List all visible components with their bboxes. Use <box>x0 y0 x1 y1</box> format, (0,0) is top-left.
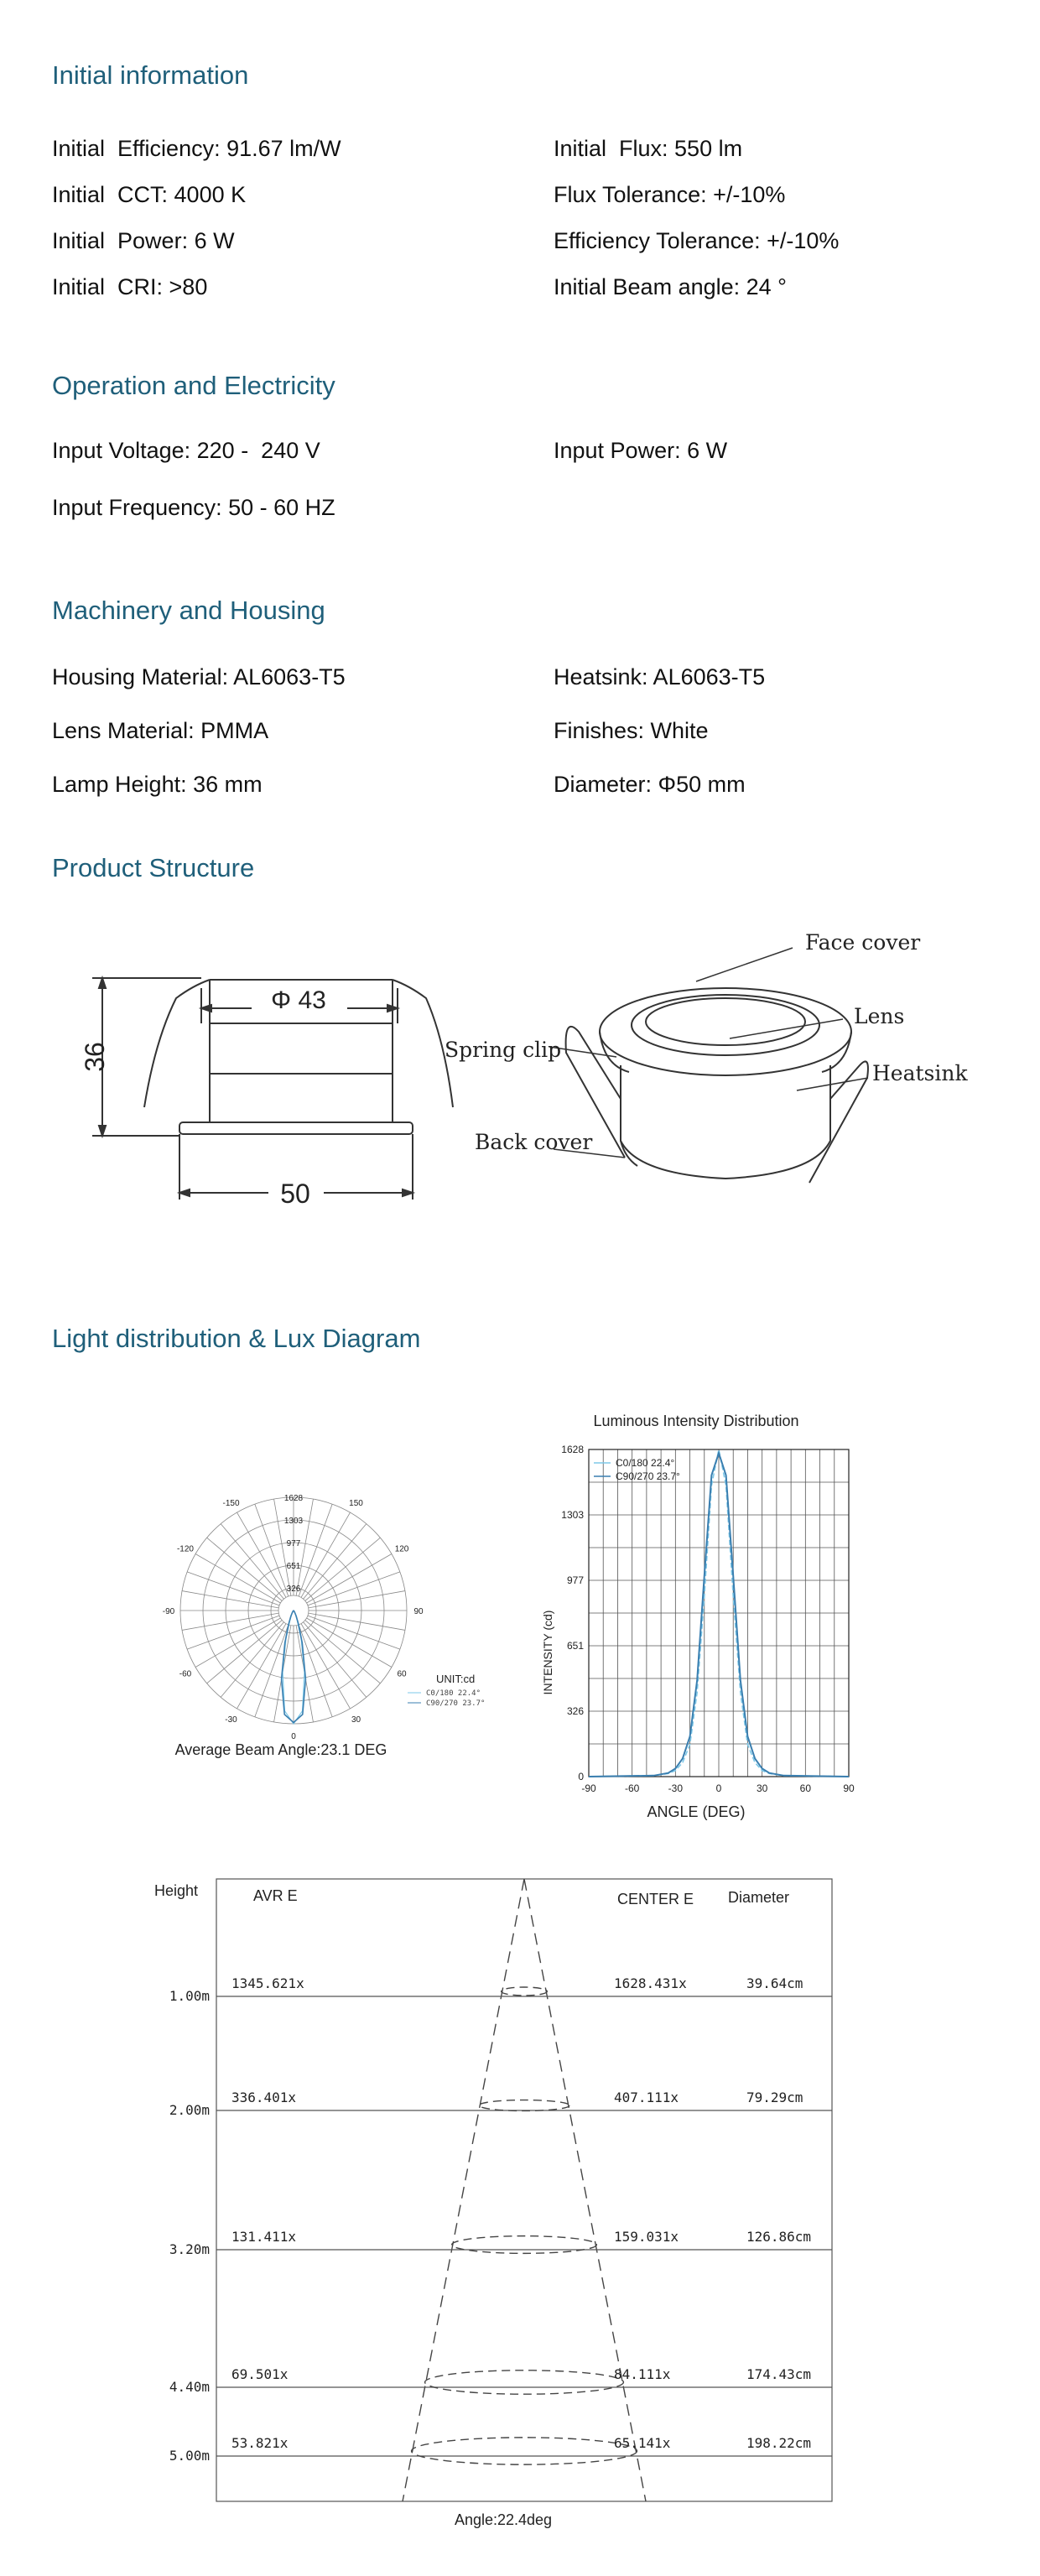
lux-frame <box>216 1879 832 2501</box>
polar-angle-label: -30 <box>225 1715 237 1725</box>
polar-ring-label: 977 <box>286 1539 301 1548</box>
lux-row-diameter: 198.22cm <box>746 2435 812 2451</box>
spec-efficiency-tolerance: Efficiency Tolerance: +/-10% <box>554 228 840 253</box>
chart-ytick: 651 <box>566 1640 584 1652</box>
dim-top: Φ 43 <box>271 986 326 1014</box>
chart-ylabel: INTENSITY (cd) <box>541 1610 554 1695</box>
lux-cone-right <box>524 1879 646 2501</box>
lux-row-center: 84.111x <box>614 2366 671 2382</box>
lux-beam-ellipse <box>479 2100 569 2111</box>
lux-row-height: 1.00m <box>169 1988 210 2004</box>
lux-row-diameter: 126.86cm <box>746 2229 812 2245</box>
intensity-chart <box>512 1401 864 1829</box>
polar-ring-label: 1303 <box>283 1517 304 1526</box>
polar-angle-label: 120 <box>394 1544 409 1554</box>
chart-xtick: 30 <box>756 1782 768 1794</box>
polar-angle-label: -60 <box>179 1669 192 1679</box>
chart-xtick: 90 <box>843 1782 855 1794</box>
chart-xtick: -30 <box>668 1782 684 1794</box>
polar-angle-label: -120 <box>176 1544 194 1554</box>
lux-row-avr: 53.821x <box>231 2435 289 2451</box>
chart-legend-entry: C90/270 23.7° <box>616 1470 680 1482</box>
spec-power: Initial Power: 6 W <box>52 228 235 253</box>
product-structure-drawing <box>0 906 1040 1225</box>
lux-row-diameter: 39.64cm <box>746 1975 803 1991</box>
section-title-initial: Initial information <box>52 60 249 90</box>
chart-xtick: 60 <box>799 1782 812 1794</box>
lux-row-height: 4.40m <box>169 2379 210 2395</box>
spec-input-frequency: Input Frequency: 50 - 60 HZ <box>52 495 335 520</box>
section-title-structure: Product Structure <box>52 853 255 882</box>
lux-beam-ellipse <box>502 1987 548 1996</box>
spec-efficiency: Initial Efficiency: 91.67 lm/W <box>52 136 341 161</box>
lux-header-height: Height <box>154 1882 199 1899</box>
polar-angle-label: 0 <box>291 1732 296 1741</box>
polar-ring-label: 651 <box>286 1562 301 1571</box>
dim-height: 36 <box>80 1042 110 1072</box>
spec-cct: Initial CCT: 4000 K <box>52 182 247 207</box>
polar-angle-label: -90 <box>162 1607 175 1616</box>
chart-ytick: 0 <box>578 1771 584 1782</box>
lux-cone-left <box>403 1879 524 2501</box>
label-face-cover: Face cover <box>805 930 921 955</box>
lux-row-center: 407.111x <box>614 2089 679 2105</box>
polar-legend-1: C0/180 22.4° <box>426 1689 481 1698</box>
chart-ytick: 1628 <box>561 1444 584 1455</box>
lux-row-avr: 69.501x <box>231 2366 289 2382</box>
spec-heatsink: Heatsink: AL6063-T5 <box>554 664 766 690</box>
lux-header-avr: AVR E <box>253 1887 298 1904</box>
spec-beam-angle: Initial Beam angle: 24 ° <box>554 274 787 299</box>
lux-beam-ellipse <box>452 2236 597 2254</box>
lux-header-diameter: Diameter <box>728 1889 790 1906</box>
polar-angle-label: 60 <box>397 1669 407 1679</box>
polar-ring-label: 1628 <box>283 1494 304 1503</box>
lux-beam-ellipse <box>425 2370 624 2394</box>
polar-legend-2: C90/270 23.7° <box>426 1699 486 1708</box>
label-lens: Lens <box>854 1004 905 1028</box>
label-back-cover: Back cover <box>475 1130 593 1154</box>
chart-xtick: 0 <box>715 1782 722 1794</box>
spec-lamp-height: Lamp Height: 36 mm <box>52 772 263 797</box>
lux-row-height: 2.00m <box>169 2102 210 2118</box>
lux-row-diameter: 174.43cm <box>746 2366 812 2382</box>
polar-angle-label: 150 <box>349 1498 363 1508</box>
spec-flux: Initial Flux: 550 lm <box>554 136 743 161</box>
chart-xtick: -90 <box>581 1782 596 1794</box>
lux-row-avr: 131.411x <box>231 2229 297 2245</box>
lux-row-center: 65.141x <box>614 2435 671 2451</box>
polar-unit: UNIT:cd <box>436 1673 476 1685</box>
spec-flux-tolerance: Flux Tolerance: +/-10% <box>554 182 786 207</box>
chart-ytick: 977 <box>566 1574 584 1586</box>
lux-row-height: 5.00m <box>169 2448 210 2464</box>
polar-angle-label: 90 <box>413 1607 424 1616</box>
chart-legend-entry: C0/180 22.4° <box>616 1457 675 1469</box>
lux-row-center: 159.031x <box>614 2229 679 2245</box>
label-heatsink: Heatsink <box>872 1061 968 1085</box>
lux-header-center: CENTER E <box>617 1891 694 1907</box>
lux-row-avr: 336.401x <box>231 2089 297 2105</box>
polar-angle-label: -150 <box>222 1498 240 1508</box>
polar-caption: Average Beam Angle:23.1 DEG <box>174 1741 387 1758</box>
polar-diagram <box>159 1485 512 1770</box>
lux-row-height: 3.20m <box>169 2241 210 2257</box>
section-title-operation: Operation and Electricity <box>52 371 335 400</box>
lux-row-avr: 1345.621x <box>231 1975 304 1991</box>
polar-ring-label: 326 <box>286 1585 301 1594</box>
section-title-light: Light distribution & Lux Diagram <box>52 1324 421 1353</box>
lux-row-center: 1628.431x <box>614 1975 687 1991</box>
chart-ytick: 326 <box>566 1704 584 1717</box>
lux-angle-caption: Angle:22.4deg <box>454 2511 553 2528</box>
spec-finishes: Finishes: White <box>554 718 709 743</box>
chart-xlabel: ANGLE (DEG) <box>647 1803 746 1820</box>
label-spring-clip: Spring clip <box>445 1038 562 1062</box>
spec-input-voltage: Input Voltage: 220 - 240 V <box>52 438 320 463</box>
lux-row-diameter: 79.29cm <box>746 2089 803 2105</box>
dim-bottom: 50 <box>280 1179 310 1209</box>
spec-diameter: Diameter: Φ50 mm <box>554 772 746 797</box>
polar-angle-label: 30 <box>351 1715 361 1725</box>
chart-title: Luminous Intensity Distribution <box>593 1413 799 1429</box>
chart-xtick: -60 <box>624 1782 640 1794</box>
spec-input-power: Input Power: 6 W <box>554 438 728 463</box>
section-title-machinery: Machinery and Housing <box>52 596 325 625</box>
chart-ytick: 1303 <box>561 1508 584 1521</box>
spec-housing-material: Housing Material: AL6063-T5 <box>52 664 346 690</box>
spec-cri: Initial CRI: >80 <box>52 274 208 299</box>
spec-lens-material: Lens Material: PMMA <box>52 718 269 743</box>
lux-beam-ellipse <box>412 2438 637 2464</box>
lux-diagram <box>0 1854 1040 2542</box>
